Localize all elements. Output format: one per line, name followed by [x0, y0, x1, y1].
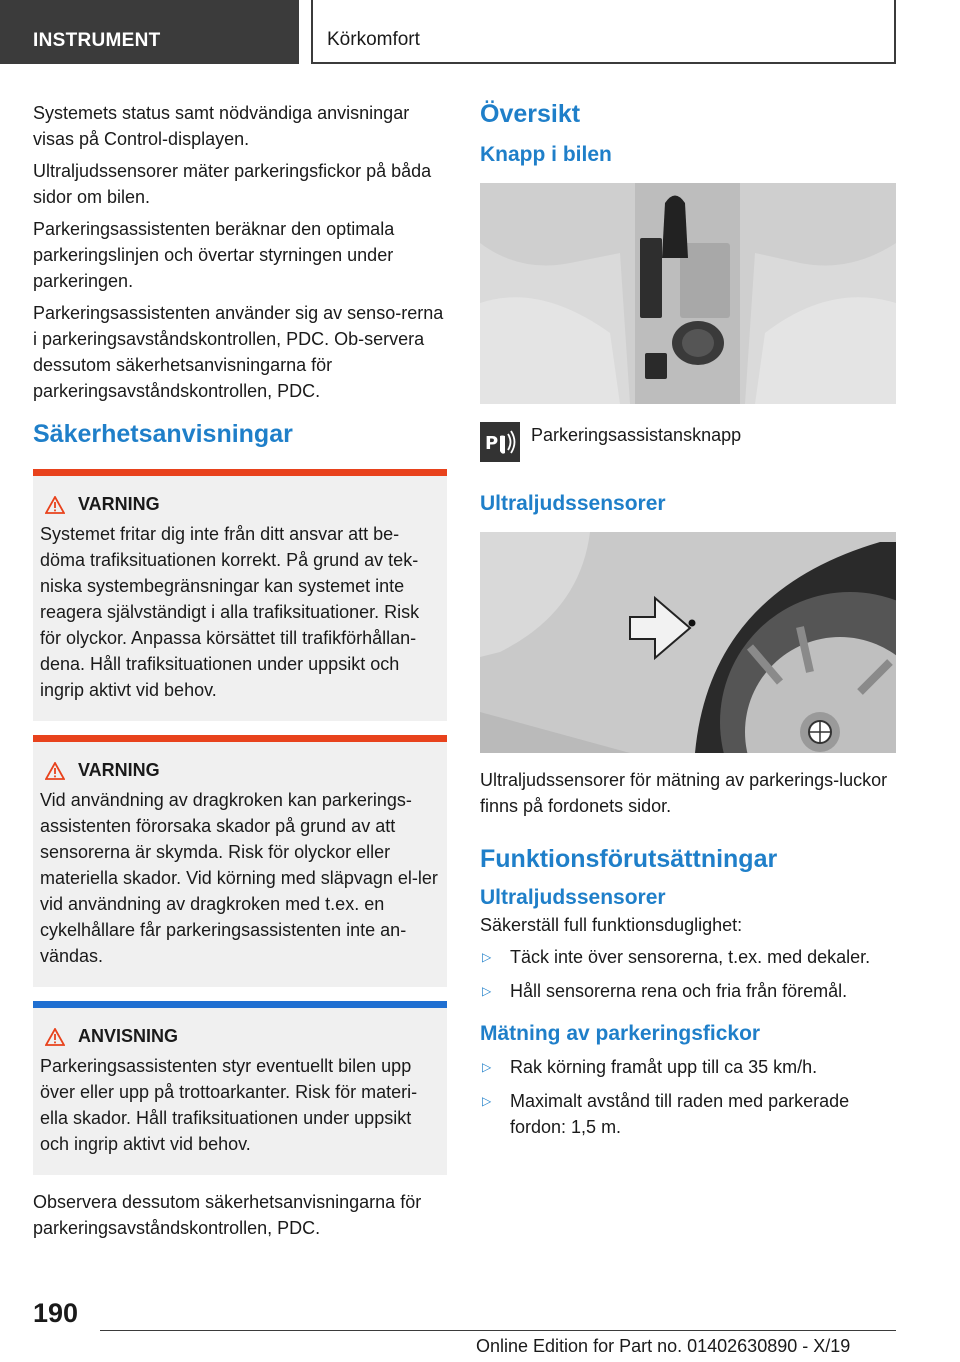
edition-footer: Online Edition for Part no. 01402630890 - X/19	[476, 1336, 851, 1356]
sensors-heading: Ultraljudssensorer	[480, 492, 666, 515]
svg-text:P: P	[485, 433, 499, 454]
warning-bar	[33, 469, 447, 476]
paragraph: Systemets status samt nödvändiga anvisningar visas på Control-displayen.	[33, 103, 410, 149]
bullet-triangle-icon: ▷	[482, 950, 492, 964]
notice-bar	[33, 1001, 447, 1008]
notice-title: ANVISNING	[78, 1026, 179, 1046]
chapter-title: Körkomfort	[311, 0, 896, 64]
overview-heading: Översikt	[480, 100, 581, 128]
ultrasonic-sensor-photo	[480, 532, 896, 753]
notice-text: Parkeringsassistenten styr eventuellt bilen upp över eller upp på trottoarkanter. Risk för materi-ella skador. Håll trafiksituationen under uppsikt och ingrip aktivt vid behov.	[40, 1056, 418, 1154]
warning-box	[33, 735, 447, 987]
button-caption: Parkeringsassistansknapp	[531, 425, 742, 445]
paragraph: Parkeringsassistenten använder sig av senso-rerna i parkeringsavståndskontrollen, PDC. Ob-servera dessutom säkerhetsanvisningarna för parkeringsavståndskontrollen, PDC.	[33, 303, 444, 401]
warning-triangle-icon	[45, 496, 65, 514]
bullet-triangle-icon: ▷	[482, 984, 492, 998]
warning-title: VARNING	[78, 760, 160, 780]
footer-divider	[100, 1330, 896, 1331]
warning-bar	[33, 735, 447, 742]
warning-text: Systemet fritar dig inte från ditt ansvar att be-döma trafiksituationen korrekt. På grund av tek-niska systembegränsningar kan systemet inte reagera självständigt i alla trafiksituationer. Risk för olyckor. Anpassa körsättet till trafikförhållan-dena. Håll trafiksituationen under uppsikt och ingrip aktivt vid behov.	[40, 524, 420, 700]
paragraph: Ultraljudssensorer mäter parkeringsfickor på båda sidor om bilen.	[33, 161, 432, 207]
bullet-triangle-icon: ▷	[482, 1060, 492, 1074]
measure-heading: Mätning av parkeringsfickor	[480, 1022, 761, 1045]
warning-triangle-icon	[45, 1028, 65, 1046]
warning-title: VARNING	[78, 494, 160, 514]
left-column	[33, 100, 447, 1247]
sensors-caption: Ultraljudssensorer för mätning av parkerings-luckor finns på fordonets sidor.	[480, 770, 888, 816]
warning-text: Vid användning av dragkroken kan parkerings-assistenten förorsaka skador på grund av att sensorerna är skymda. Risk för olyckor eller materiella skador. Vid körning med släpvagn el-ler vid användning av dragkroken med t.ex. en cykelhållare får parkeringsassistenten inte an-vändas.	[40, 790, 438, 966]
bullet-triangle-icon: ▷	[482, 1094, 492, 1108]
warning-box	[33, 469, 447, 721]
section-tab: INSTRUMENT	[0, 0, 299, 64]
safety-heading: Säkerhetsanvisningar	[33, 420, 293, 448]
list-item: ▷ Täck inte över sensorerna, t.ex. med dekaler.	[480, 944, 896, 970]
button-heading: Knapp i bilen	[480, 143, 612, 166]
parking-assist-icon	[480, 422, 520, 462]
req-intro: Säkerställ full funktionsduglighet:	[480, 915, 743, 935]
list-item: ▷ Rak körning framåt upp till ca 35 km/h.	[480, 1054, 896, 1080]
notice-box	[33, 1001, 447, 1175]
list-item: ▷ Maximalt avstånd till raden med parkerade fordon: 1,5 m.	[480, 1088, 896, 1140]
req-sensors-heading: Ultraljudssensorer	[480, 886, 666, 909]
requirements-heading: Funktionsförutsättningar	[480, 845, 778, 873]
page-number: 190	[33, 1298, 79, 1328]
warning-triangle-icon	[45, 762, 65, 780]
list-item: ▷ Håll sensorerna rena och fria från föremål.	[480, 978, 896, 1004]
paragraph: Parkeringsassistenten beräknar den optimala parkeringslinjen och övertar styrningen under parkeringen.	[33, 219, 395, 291]
right-column	[480, 100, 896, 1148]
center-console-photo	[480, 183, 896, 404]
paragraph: Observera dessutom säkerhetsanvisningarna för parkeringsavståndskontrollen, PDC.	[33, 1192, 422, 1238]
